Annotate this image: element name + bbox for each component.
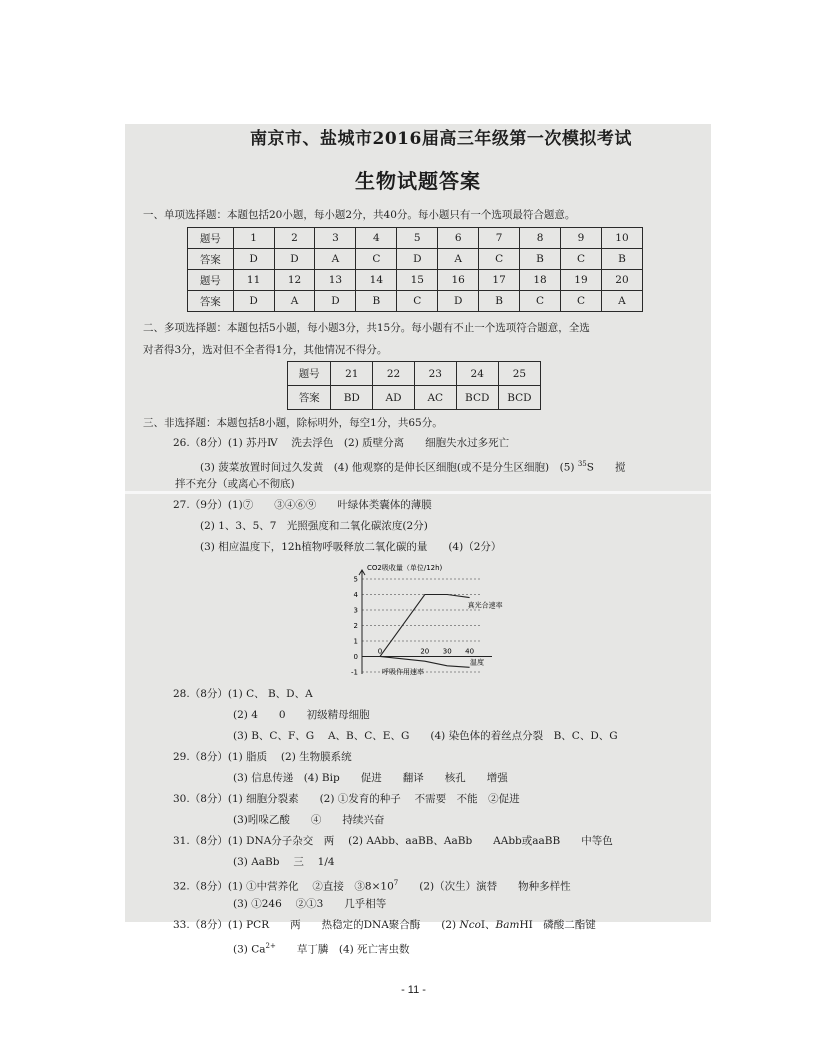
question-number: 21	[331, 362, 373, 386]
chart-y-tick-label: 0	[353, 653, 358, 661]
answer-cell: A	[601, 291, 642, 312]
chart-y-tick-label: 1	[353, 637, 358, 646]
answer-29-line1: 29.（8分）(1) 脂质 (2) 生物膜系统	[173, 751, 352, 763]
row-label: 题号	[188, 270, 234, 291]
answer-28-line3: (3) B、C、F、G A、B、C、E、G (4) 染色体的着丝点分裂 B、C、D、G	[233, 730, 618, 742]
answer-33-line2-tail: 草丁膦 (4) 死亡害虫数	[275, 943, 410, 956]
answer-28-line2: (2) 4 0 初级精母细胞	[233, 709, 370, 721]
answer-cell: A	[315, 249, 356, 270]
question-number: 2	[274, 228, 315, 249]
question-number: 9	[561, 228, 602, 249]
question-number: 8	[520, 228, 561, 249]
answer-29-line2: (3) 信息传递 (4) Bip 促进 翻译 核孔 增强	[233, 772, 508, 784]
row-label: 答案	[288, 386, 331, 410]
question-number: 19	[561, 270, 602, 291]
photo-seam	[125, 491, 711, 494]
chart-x-tick-label: 0	[377, 647, 383, 656]
question-number: 23	[414, 362, 456, 386]
question-number: 22	[373, 362, 415, 386]
series-label: 呼吸作用速率	[382, 668, 424, 676]
isotope-superscript: 35	[577, 460, 587, 468]
photosynthesis-rate-chart	[340, 559, 503, 677]
answer-cell: C	[561, 291, 602, 312]
question-number: 10	[601, 228, 642, 249]
answer-33-line2-text: (3) Ca	[233, 943, 266, 956]
question-number: 13	[315, 270, 356, 291]
question-number: 6	[438, 228, 479, 249]
answer-cell: A	[274, 291, 315, 312]
row-label: 题号	[288, 362, 331, 386]
scanned-answer-sheet	[125, 124, 711, 956]
answer-33-line1-text: 33.（8分）(1) PCR 两 热稳定的DNA聚合酶 (2)	[173, 919, 460, 931]
answer-26-line2	[200, 457, 625, 475]
enzyme-name-nco: Nco	[459, 919, 481, 931]
question-number: 7	[479, 228, 520, 249]
answer-cell: D	[438, 291, 479, 312]
answer-32-line2: (3) ①246 ②①3 几乎相等	[233, 898, 387, 910]
single-choice-answer-table	[187, 227, 643, 312]
question-number: 11	[233, 270, 274, 291]
answer-cell: C	[520, 291, 561, 312]
series-label: 真光合速率	[467, 601, 503, 610]
chart-x-tick-label: 20	[420, 647, 430, 656]
chart-x-ticks	[378, 648, 474, 656]
answer-cell: D	[233, 291, 274, 312]
answer-cell: C	[397, 291, 438, 312]
answer-32-line1	[173, 876, 571, 894]
row-label: 答案	[188, 291, 234, 312]
question-number: 4	[356, 228, 397, 249]
table-row	[188, 291, 643, 312]
ion-charge-superscript: 2+	[265, 942, 276, 950]
chart-y-tick-label: -1	[351, 668, 358, 677]
answer-cell: C	[356, 249, 397, 270]
row-label: 答案	[188, 249, 234, 270]
answer-33-line1-tail: HⅠ 磷酸二酯键	[519, 919, 596, 931]
enzyme-name-bam: Bam	[495, 919, 520, 931]
answer-31-line1: 31.（8分）(1) DNA分子杂交 两 (2) AAbb、aaBB、AaBb AAbb或aaBB 中等色	[173, 835, 613, 847]
chart-y-tick-label: 4	[353, 591, 358, 599]
question-number: 20	[601, 270, 642, 291]
question-number: 15	[397, 270, 438, 291]
answer-cell: B	[601, 249, 642, 270]
answer-subtitle: 生物试题答案	[355, 169, 481, 193]
page-number: - 11 -	[401, 984, 426, 996]
answer-cell: C	[561, 249, 602, 270]
answer-cell: BCD	[498, 386, 540, 410]
answer-27-line1: 27.（9分）(1)⑦ ③④⑥⑨ 叶绿体类囊体的薄膜	[173, 499, 432, 511]
respiration-rate-line	[380, 657, 470, 668]
question-number: 24	[456, 362, 498, 386]
answer-26-line3: 拌不充分（或离心不彻底)	[175, 478, 295, 490]
answer-32-line1-tail: (2)（次生）演替 物种多样性	[398, 880, 571, 893]
answer-cell: BCD	[456, 386, 498, 410]
table-row	[288, 362, 541, 386]
answer-33-separator: Ⅰ、	[480, 919, 496, 931]
section2-heading-line1: 二、多项选择题：本题包括5小题，每小题3分，共15分。每小题有不止一个选项符合题意，全选	[143, 322, 590, 334]
answer-33-line2	[233, 939, 410, 957]
answer-cell: D	[315, 291, 356, 312]
question-number: 14	[356, 270, 397, 291]
row-label: 题号	[188, 228, 234, 249]
answer-33-line1	[173, 918, 596, 932]
table-row	[188, 270, 643, 291]
answer-cell: D	[233, 249, 274, 270]
answer-cell: D	[397, 249, 438, 270]
answer-26-line2-text: (3) 菠菜放置时间过久发黄 (4) 他观察的是伸长区细胞(或不是分生区细胞) (5)	[200, 461, 578, 474]
table-row	[188, 228, 643, 249]
question-number: 1	[233, 228, 274, 249]
answer-28-line1: 28.（8分）(1) C、 B、D、A	[173, 688, 313, 700]
answer-32-line1-text: 32.（8分）(1) ①中营养化 ②直接 ③8×10	[173, 880, 394, 893]
answer-cell: AC	[414, 386, 456, 410]
exam-title: 南京市、盐城市2016届高三年级第一次模拟考试	[250, 129, 632, 149]
answer-cell: B	[356, 291, 397, 312]
answer-cell: B	[479, 291, 520, 312]
answer-27-line3: (3) 相应温度下，12h植物呼吸释放二氧化碳的量 (4)（2分）	[200, 541, 502, 553]
answer-cell: A	[438, 249, 479, 270]
chart-x-tick-label: 30	[442, 647, 452, 656]
answer-cell: C	[479, 249, 520, 270]
answer-31-line2: (3) AaBb 三 1/4	[233, 856, 335, 868]
answer-cell: AD	[373, 386, 415, 410]
question-number: 5	[397, 228, 438, 249]
question-number: 3	[315, 228, 356, 249]
chart-y-tick-label: 5	[353, 575, 358, 584]
question-number: 25	[498, 362, 540, 386]
chart-x-tick-label: 40	[465, 647, 475, 656]
chart-y-axis-label: CO2吸收量（单位/12h)	[367, 564, 443, 572]
question-number: 17	[479, 270, 520, 291]
chart-x-axis-label: 温度	[470, 658, 484, 667]
chart-grid	[362, 579, 480, 672]
answer-cell: B	[520, 249, 561, 270]
exponent-superscript: 7	[393, 879, 399, 887]
chart-y-tick-label: 3	[353, 606, 358, 615]
question-number: 16	[438, 270, 479, 291]
answer-cell: D	[274, 249, 315, 270]
answer-26-line2-tail: S 搅	[586, 461, 626, 474]
answer-cell: BD	[331, 386, 373, 410]
table-row	[188, 249, 643, 270]
answer-26-line1: 26.（8分）(1) 苏丹Ⅳ 洗去浮色 (2) 质壁分离 细胞失水过多死亡	[173, 437, 510, 449]
chart-y-ticks	[351, 576, 359, 677]
section1-heading: 一、单项选择题：本题包括20小题，每小题2分，共40分。每小题只有一个选项最符合题意。	[143, 209, 576, 221]
table-row	[288, 386, 541, 410]
multi-choice-answer-table	[287, 361, 541, 410]
answer-27-line2: (2) 1、3、5、7 光照强度和二氧化碳浓度(2分)	[200, 520, 428, 532]
chart-y-tick-label: 2	[353, 622, 358, 630]
answer-30-line2: (3)吲哚乙酸 ④ 持续兴奋	[233, 814, 385, 826]
section3-heading: 三、非选择题：本题包括8小题，除标明外，每空1分，共65分。	[143, 417, 443, 429]
question-number: 18	[520, 270, 561, 291]
section2-heading-line2: 对者得3分，选对但不全者得1分，其他情况不得分。	[143, 344, 388, 356]
question-number: 12	[274, 270, 315, 291]
answer-30-line1: 30.（8分）(1) 细胞分裂素 (2) ①发育的种子 不需要 不能 ②促进	[173, 793, 520, 805]
